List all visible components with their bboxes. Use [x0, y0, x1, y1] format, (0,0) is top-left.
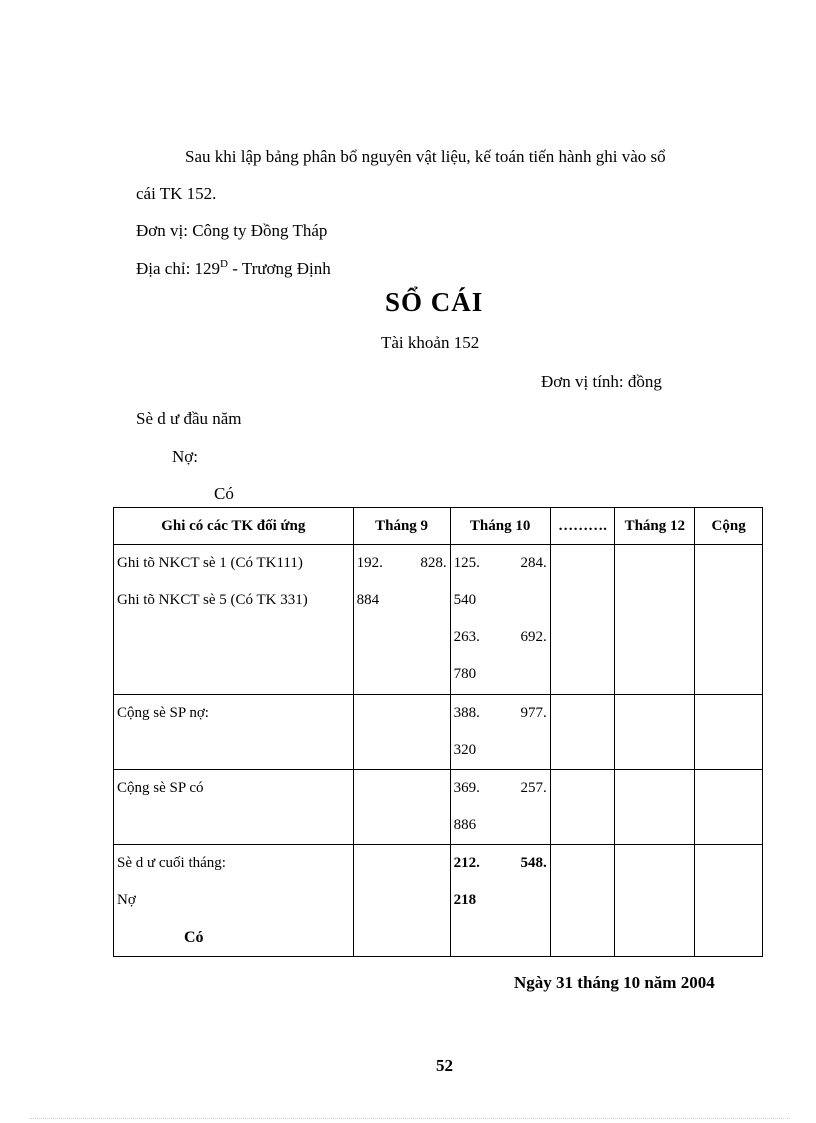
row4-month-12 [615, 845, 695, 957]
table-row [114, 770, 763, 845]
row3-month-9 [353, 770, 450, 845]
row2-m10-line-1 [451, 695, 550, 732]
row1-desc-line-1: Ghi tõ NKCT sè 1 (Có TK111) [117, 555, 303, 571]
row3-desc-text: Cộng sè SP có [117, 780, 204, 796]
header-total: Cộng [695, 508, 763, 545]
row1-ellipsis [550, 545, 615, 695]
row1-m10-line-1 [451, 545, 550, 582]
row2-m10-line-2: 320 [453, 742, 477, 758]
table-row [114, 845, 763, 957]
row2-month-12 [615, 695, 695, 770]
row3-m10-1b: 257. [520, 780, 547, 796]
row4-m10-line-1 [451, 845, 550, 882]
row1-month-10 [450, 545, 550, 695]
row4-total [695, 845, 763, 957]
row3-m10-line-2: 886 [453, 817, 477, 833]
row1-m9-line-1 [354, 545, 450, 582]
opening-credit-label: Có [214, 484, 234, 503]
address-suffix: - Trương Định [228, 259, 331, 278]
row3-month-10 [450, 770, 550, 845]
row4-desc-line-2: Nợ [117, 892, 136, 908]
row4-desc [114, 845, 354, 957]
ledger-account: Tài khoản 152 [381, 333, 480, 352]
intro-line-2: cái TK 152. [136, 184, 217, 203]
row4-m10-line-2: 218 [453, 892, 477, 908]
row2-m10-1a: 388. [453, 705, 480, 721]
row1-m10-line-2: 540 [453, 592, 477, 608]
header-month-12: Tháng 12 [615, 508, 695, 545]
ledger-title: SỔ CÁI [385, 287, 484, 317]
row2-m10-1b: 977. [520, 705, 547, 721]
table-header-row [114, 508, 763, 545]
row3-total [695, 770, 763, 845]
header-month-9: Tháng 9 [353, 508, 450, 545]
company-unit: Đơn vị: Công ty Đồng Tháp [136, 221, 328, 240]
table-row [114, 695, 763, 770]
address-superscript: D [220, 258, 228, 270]
header-counter-account: Ghi có các TK đối ứng [114, 508, 354, 545]
row1-desc-line-2: Ghi tõ NKCT sè 5 (Có TK 331) [117, 592, 308, 608]
row4-month-9 [353, 845, 450, 957]
row3-desc [114, 770, 354, 845]
ledger-table [113, 507, 763, 957]
row3-m10-1a: 369. [453, 780, 480, 796]
intro-line-1: Sau khi lập bảng phân bổ nguyên vật liệu, kế toán tiến hành ghi vào sổ [185, 147, 666, 166]
row4-ellipsis [550, 845, 615, 957]
row3-ellipsis [550, 770, 615, 845]
company-address [136, 259, 331, 279]
header-month-10: Tháng 10 [450, 508, 550, 545]
row4-m10-1a: 212. [453, 855, 480, 871]
currency-unit: Đơn vị tính: đồng [541, 372, 662, 391]
row1-total [695, 545, 763, 695]
row1-m9-line-2: 884 [356, 592, 380, 608]
page-bottom-border [30, 1118, 790, 1119]
row1-m10-1a: 125. [453, 555, 480, 571]
row1-m10-line-4: 780 [453, 666, 477, 682]
row2-desc-text: Cộng sè SP nợ: [117, 705, 209, 721]
row1-m9-part-b: 828. [420, 555, 447, 571]
row2-month-9 [353, 695, 450, 770]
page-number: 52 [436, 1056, 453, 1075]
header-ellipsis: ………. [550, 508, 615, 545]
row2-total [695, 695, 763, 770]
address-prefix: Địa chỉ: 129 [136, 259, 221, 278]
row1-desc [114, 545, 354, 695]
row1-m10-3a: 263. [453, 629, 480, 645]
row4-month-10 [450, 845, 550, 957]
row2-ellipsis [550, 695, 615, 770]
row1-month-9 [353, 545, 450, 695]
row4-desc-line-1: Sè d ư cuối tháng: [117, 855, 226, 871]
row1-m10-1b: 284. [520, 555, 547, 571]
row1-m10-3b: 692. [520, 629, 547, 645]
opening-debit-label: Nợ: [172, 447, 198, 466]
row3-m10-line-1 [451, 770, 550, 807]
row1-m9-part-a: 192. [356, 555, 383, 571]
row4-m10-1b: 548. [520, 855, 547, 871]
row4-desc-line-3: Có [184, 929, 204, 946]
row1-month-12 [615, 545, 695, 695]
row2-desc [114, 695, 354, 770]
row3-month-12 [615, 770, 695, 845]
opening-balance-label: Sè d ư đầu năm [136, 409, 242, 428]
row1-m10-line-3 [451, 619, 550, 656]
row2-month-10 [450, 695, 550, 770]
signature-date: Ngày 31 tháng 10 năm 2004 [514, 973, 715, 992]
table-row [114, 545, 763, 695]
